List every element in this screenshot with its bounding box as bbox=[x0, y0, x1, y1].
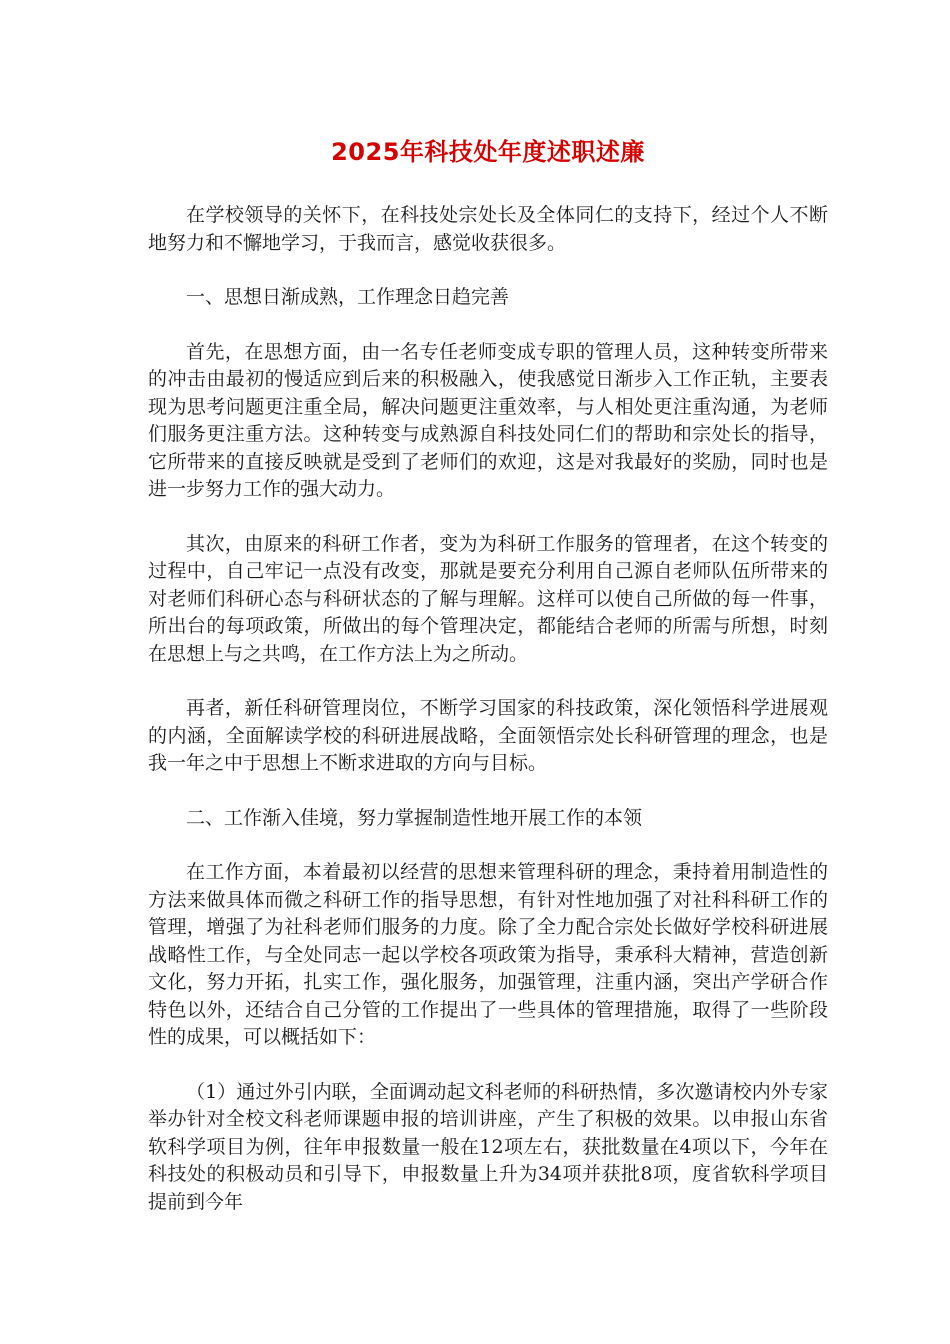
section-heading-1: 一、思想日渐成熟，工作理念日趋完善 bbox=[186, 286, 510, 308]
paragraph-first: 首先，在思想方面，由一名专任老师变成专职的管理人员，这种转变所带来的冲击由最初的慢适应到后来的积极融入，使我感觉日渐步入工作正轨，主要表现为思考问题更注重全局，解决问题更注重效率，与人相处更注重沟通，为老师们服务更注重方法。这种转变与成熟源自科技处同仁们的帮助和宗处长的指导，它所带来的直接反映就是受到了老师们的欢迎，这是对我最好的奖励，同时也是进一步努力工作的强大动力。 bbox=[148, 340, 828, 500]
paragraph-third: 再者，新任科研管理岗位，不断学习国家的科技政策，深化领悟科学进展观的内涵，全面解读学校的科研进展战略，全面领悟宗处长科研管理的理念，也是我一年之中于思想上不断求进取的方向与目标。 bbox=[148, 697, 828, 774]
document-page bbox=[148, 128, 828, 1243]
paragraph-second: 其次，由原来的科研工作者，变为为科研工作服务的管理者，在这个转变的过程中，自己牢记一点没有改变，那就是要充分利用自己源自老师队伍所带来的对老师们科研心态与科研状态的了解与理解。这样可以使自己所做的每一件事，所出台的每项政策，所做出的每个管理决定，都能结合老师的所需与所想，时刻在思想上与之共鸣，在工作方法上为之所动。 bbox=[148, 532, 828, 665]
paragraph-work: 在工作方面，本着最初以经营的思想来管理科研的理念，秉持着用制造性的方法来做具体而微之科研工作的指导思想，有针对性地加强了对社科科研工作的管理，增强了为社科老师们服务的力度。除了全力配合宗处长做好学校科研进展战略性工作，与全处同志一起以学校各项政策为指导，秉承科大精神，营造创新文化，努力开拓，扎实工作，强化服务，加强管理，注重内涵，突出产学研合作特色以外，还结合自己分管的工作提出了一些具体的管理措施，取得了一些阶段性的成果，可以概括如下： bbox=[148, 861, 828, 1048]
paragraph-item-1: （1）通过外引内联，全面调动起文科老师的科研热情，多次邀请校内外专家举办针对全校文科老师课题申报的培训讲座，产生了积极的效果。以申报山东省软科学项目为例，往年申报数量一般在12项左右，获批数量在4项以下，今年在科技处的积极动员和引导下，申报数量上升为34项并获批8项，度省软科学项目提前到今年 bbox=[148, 1080, 828, 1213]
paragraph-intro: 在学校领导的关怀下，在科技处宗处长及全体同仁的支持下，经过个人不断地努力和不懈地学习，于我而言，感觉收获很多。 bbox=[148, 204, 828, 254]
document-title: 2025年科技处年度述职述廉 bbox=[331, 138, 645, 166]
section-heading-2: 二、工作渐入佳境，努力掌握制造性地开展工作的本领 bbox=[186, 806, 643, 829]
